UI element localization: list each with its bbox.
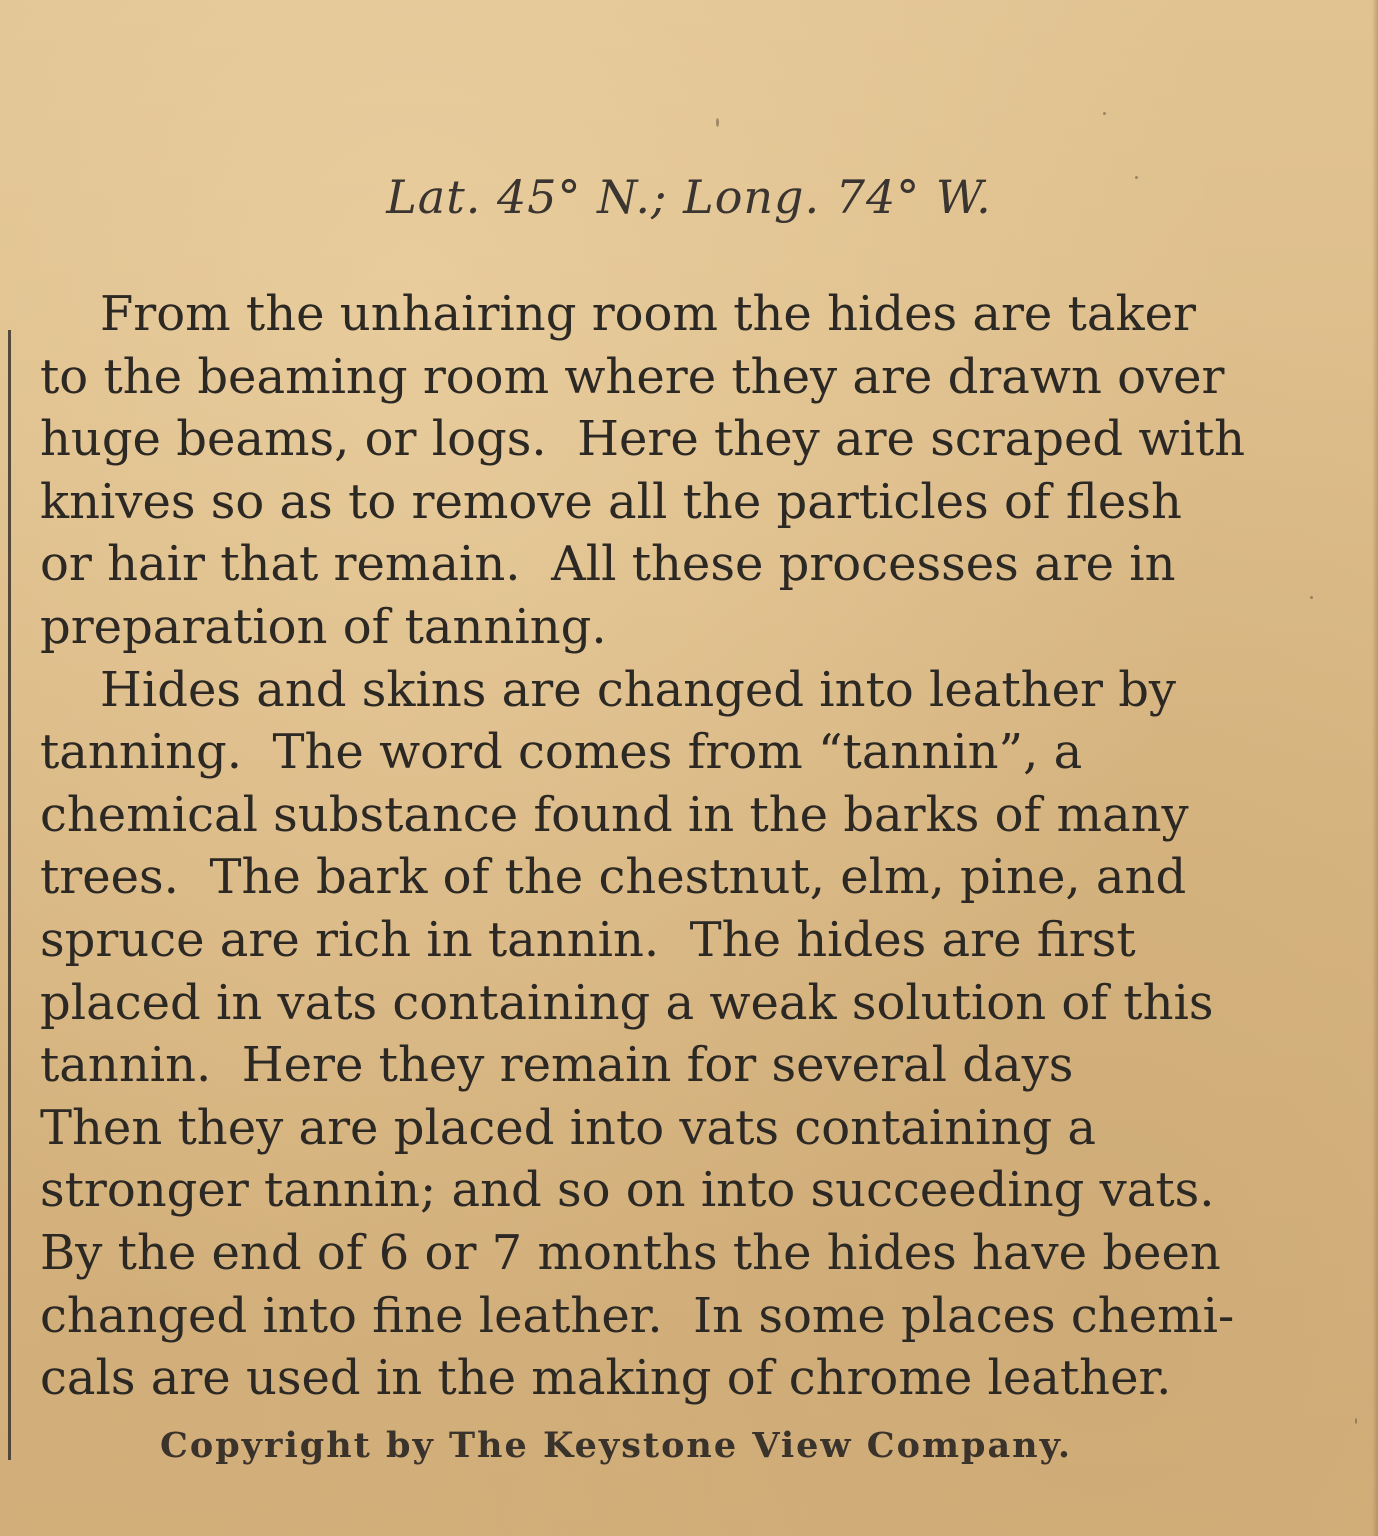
paragraph-tanning	[40, 659, 1340, 1410]
text-line: Hides and skins are changed into leather by	[100, 661, 1177, 718]
text-line: to the beaming room where they are drawn over	[40, 348, 1225, 405]
paragraph-unhairing	[40, 283, 1340, 659]
text-line: cals are used in the making of chrome leather.	[40, 1350, 1172, 1407]
text-line: knives so as to remove all the particles of flesh	[40, 473, 1182, 530]
text-line: or hair that remain. All these processes are in	[40, 536, 1176, 593]
text-line: spruce are rich in tannin. The hides are first	[40, 911, 1136, 968]
text-line: tanning. The word comes from “tannin”, a	[40, 724, 1083, 781]
text-line: Then they are placed into vats containing a	[40, 1099, 1097, 1156]
card-edge-shadow	[1372, 0, 1378, 1536]
copyright-line: Copyright by The Keystone View Company.	[160, 1425, 1073, 1466]
left-border-rule	[8, 330, 11, 1460]
text-line: stronger tannin; and so on into succeeding vats.	[40, 1162, 1215, 1219]
location-heading: Lat. 45° N.; Long. 74° W.	[386, 170, 992, 224]
text-line: By the end of 6 or 7 months the hides have been	[40, 1224, 1221, 1281]
text-line: From the unhairing room the hides are taker	[100, 286, 1196, 342]
text-line: preparation of tanning.	[40, 598, 607, 655]
text-line: trees. The bark of the chestnut, elm, pine, and	[40, 849, 1187, 906]
description-text	[40, 283, 1340, 1410]
text-line: tannin. Here they remain for several days	[40, 1037, 1074, 1094]
text-line: chemical substance found in the barks of many	[40, 786, 1189, 843]
text-line: huge beams, or logs. Here they are scraped with	[40, 411, 1246, 468]
text-line: placed in vats containing a weak solution of this	[40, 974, 1214, 1031]
text-line: changed into fine leather. In some places chemi-	[40, 1287, 1235, 1344]
